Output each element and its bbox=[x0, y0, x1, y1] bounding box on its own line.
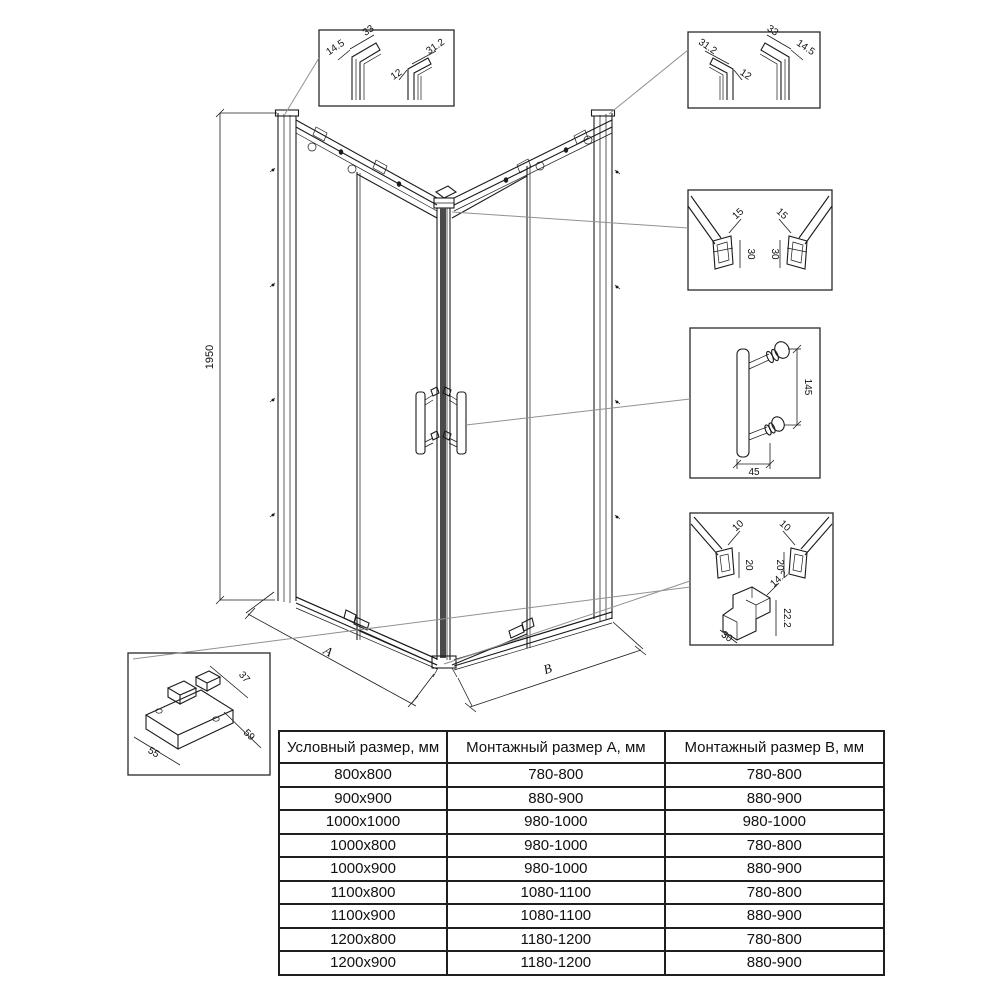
dim-label: 14.5 bbox=[794, 37, 817, 58]
dim-label: 145 bbox=[802, 378, 813, 396]
dim-label: 12 bbox=[737, 67, 754, 83]
table-cell: 800x800 bbox=[279, 763, 447, 787]
table-cell: 900x900 bbox=[279, 787, 447, 811]
table-cell: 980-1000 bbox=[447, 857, 664, 881]
dim-label: 30 bbox=[769, 248, 780, 260]
dim-label: 59 bbox=[240, 727, 257, 744]
size-table-header-row bbox=[279, 731, 884, 763]
table-row bbox=[279, 810, 884, 834]
table-cell: 1000x800 bbox=[279, 834, 447, 858]
dim-label: 15 bbox=[773, 206, 790, 222]
col-header-nominal-size: Условный размер, мм bbox=[279, 731, 447, 763]
dim-label: 22.2 bbox=[781, 608, 792, 628]
dim-height-1950 bbox=[204, 109, 277, 604]
table-cell: 880-900 bbox=[665, 787, 884, 811]
table-cell: 1180-1200 bbox=[447, 928, 664, 952]
dim-label-b: B bbox=[541, 660, 554, 678]
table-row bbox=[279, 951, 884, 975]
leader-lines bbox=[133, 50, 690, 664]
door-handle-left bbox=[416, 387, 439, 454]
table-cell: 880-900 bbox=[665, 904, 884, 928]
dim-label: 10 bbox=[776, 518, 793, 534]
table-cell: 880-900 bbox=[665, 857, 884, 881]
table-cell: 780-800 bbox=[665, 928, 884, 952]
table-cell: 780-800 bbox=[665, 834, 884, 858]
table-cell: 1000x1000 bbox=[279, 810, 447, 834]
dim-label: 55 bbox=[145, 745, 161, 761]
dim-width-b bbox=[458, 622, 646, 712]
table-cell: 1100x800 bbox=[279, 881, 447, 905]
detail-top-right-profile bbox=[688, 23, 820, 108]
table-row bbox=[279, 834, 884, 858]
dim-label: 33 bbox=[764, 23, 781, 39]
bottom-rail-right bbox=[454, 612, 612, 670]
left-wall-profile bbox=[270, 110, 299, 603]
table-cell: 1080-1100 bbox=[447, 881, 664, 905]
table-cell: 980-1000 bbox=[447, 834, 664, 858]
detail-top-left-profile bbox=[319, 23, 454, 106]
col-header-mount-size-a: Монтажный размер А, мм bbox=[447, 731, 664, 763]
dim-label: 30 bbox=[745, 248, 756, 260]
dim-label-a: A bbox=[321, 642, 336, 660]
top-rail-left bbox=[296, 120, 437, 211]
table-cell: 780-800 bbox=[665, 763, 884, 787]
dim-label: 45 bbox=[748, 467, 760, 478]
dim-label: 37 bbox=[236, 669, 252, 686]
table-cell: 1200x800 bbox=[279, 928, 447, 952]
table-row bbox=[279, 904, 884, 928]
table-cell: 880-900 bbox=[665, 951, 884, 975]
dim-label: 31.2 bbox=[696, 36, 719, 57]
right-glass-panels bbox=[452, 136, 612, 665]
dim-label: 10 bbox=[730, 518, 747, 534]
table-row bbox=[279, 763, 884, 787]
table-cell: 1200x900 bbox=[279, 951, 447, 975]
detail-roller-bracket bbox=[128, 653, 270, 775]
dim-label: 14.5 bbox=[324, 37, 347, 58]
right-wall-profile bbox=[592, 110, 621, 621]
table-cell: 980-1000 bbox=[665, 810, 884, 834]
dim-label: 15 bbox=[730, 206, 747, 222]
table-row bbox=[279, 928, 884, 952]
top-rail-right bbox=[454, 120, 612, 211]
detail-wall-profiles bbox=[688, 190, 832, 290]
dim-label: 12 bbox=[388, 67, 405, 83]
detail-bottom-rails bbox=[690, 513, 833, 645]
size-table bbox=[278, 730, 885, 976]
table-cell: 1100x900 bbox=[279, 904, 447, 928]
dim-label: 14.2 bbox=[768, 568, 791, 590]
table-row bbox=[279, 787, 884, 811]
detail-handle bbox=[690, 328, 820, 478]
dim-label: 30 bbox=[718, 629, 735, 645]
table-cell: 780-800 bbox=[447, 763, 664, 787]
table-cell: 1080-1100 bbox=[447, 904, 664, 928]
table-cell: 980-1000 bbox=[447, 810, 664, 834]
table-cell: 1000x900 bbox=[279, 857, 447, 881]
table-cell: 1180-1200 bbox=[447, 951, 664, 975]
dim-label-1950: 1950 bbox=[204, 344, 216, 370]
table-cell: 780-800 bbox=[665, 881, 884, 905]
dim-width-a bbox=[245, 592, 434, 707]
door-handle-right bbox=[443, 387, 466, 454]
col-header-mount-size-b: Монтажный размер В, мм bbox=[665, 731, 884, 763]
table-row bbox=[279, 881, 884, 905]
table-cell: 880-900 bbox=[447, 787, 664, 811]
table-row bbox=[279, 857, 884, 881]
dim-label: 20 bbox=[743, 559, 754, 571]
dim-label: 20 bbox=[774, 559, 785, 571]
dim-label: 31.2 bbox=[424, 36, 447, 57]
dim-label: 33 bbox=[360, 23, 377, 39]
